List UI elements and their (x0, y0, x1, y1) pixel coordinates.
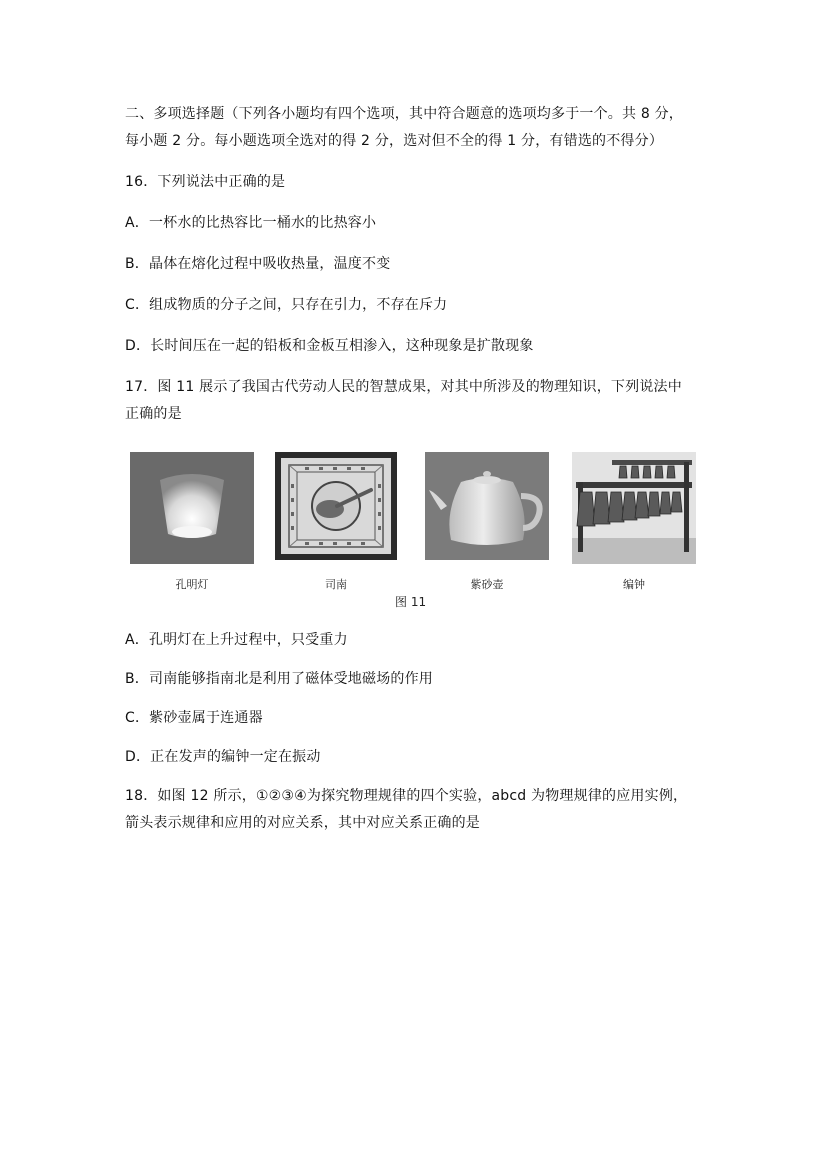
question-17-option-d: D．正在发声的编钟一定在振动 (125, 749, 321, 765)
caption-kongming-lantern: 孔明灯 (175, 578, 209, 591)
zisha-teapot-image (425, 452, 549, 560)
question-18-stem-line2: 箭头表示规律和应用的对应关系，其中对应关系正确的是 (125, 815, 480, 831)
question-16-option-c: C．组成物质的分子之间，只存在引力，不存在斥力 (125, 297, 448, 313)
question-16-option-d: D．长时间压在一起的铅板和金板互相渗入，这种现象是扩散现象 (125, 338, 534, 354)
question-18-stem-line1: 18．如图 12 所示，①②③④为探究物理规律的四个实验，abcd 为物理规律的应用实例， (125, 788, 688, 804)
section-heading-line1: 二、多项选择题（下列各小题均有四个选项，其中符合题意的选项均多于一个。共 8 分， (125, 106, 684, 122)
bianzhong-image (572, 452, 696, 564)
question-17-stem-line1: 17．图 11 展示了我国古代劳动人民的智慧成果，对其中所涉及的物理知识，下列说法中 (125, 379, 682, 395)
sinan-image (275, 452, 397, 560)
caption-sinan: 司南 (325, 578, 347, 591)
figure-11-title: 图 11 (395, 595, 427, 609)
figure-sinan (275, 452, 397, 591)
kongming-lantern-image (130, 452, 254, 564)
caption-zisha-teapot: 紫砂壶 (470, 578, 504, 591)
question-17-option-c: C．紫砂壶属于连通器 (125, 710, 263, 726)
question-17-stem-line2: 正确的是 (125, 406, 182, 422)
figure-zisha-teapot (425, 452, 549, 591)
question-16-option-b: B．晶体在熔化过程中吸收热量，温度不变 (125, 256, 391, 272)
section-heading-line2: 每小题 2 分。每小题选项全选对的得 2 分，选对但不全的得 1 分，有错选的不得分） (125, 133, 664, 149)
figure-11 (128, 452, 698, 612)
caption-bianzhong: 编钟 (623, 578, 645, 591)
question-16-stem: 16．下列说法中正确的是 (125, 174, 286, 190)
figure-bianzhong (572, 452, 696, 591)
question-17-option-b: B．司南能够指南北是利用了磁体受地磁场的作用 (125, 671, 434, 687)
question-16-option-a: A．一杯水的比热容比一桶水的比热容小 (125, 215, 377, 231)
figure-kongming-lantern (130, 452, 254, 591)
question-17-option-a: A．孔明灯在上升过程中，只受重力 (125, 632, 348, 648)
